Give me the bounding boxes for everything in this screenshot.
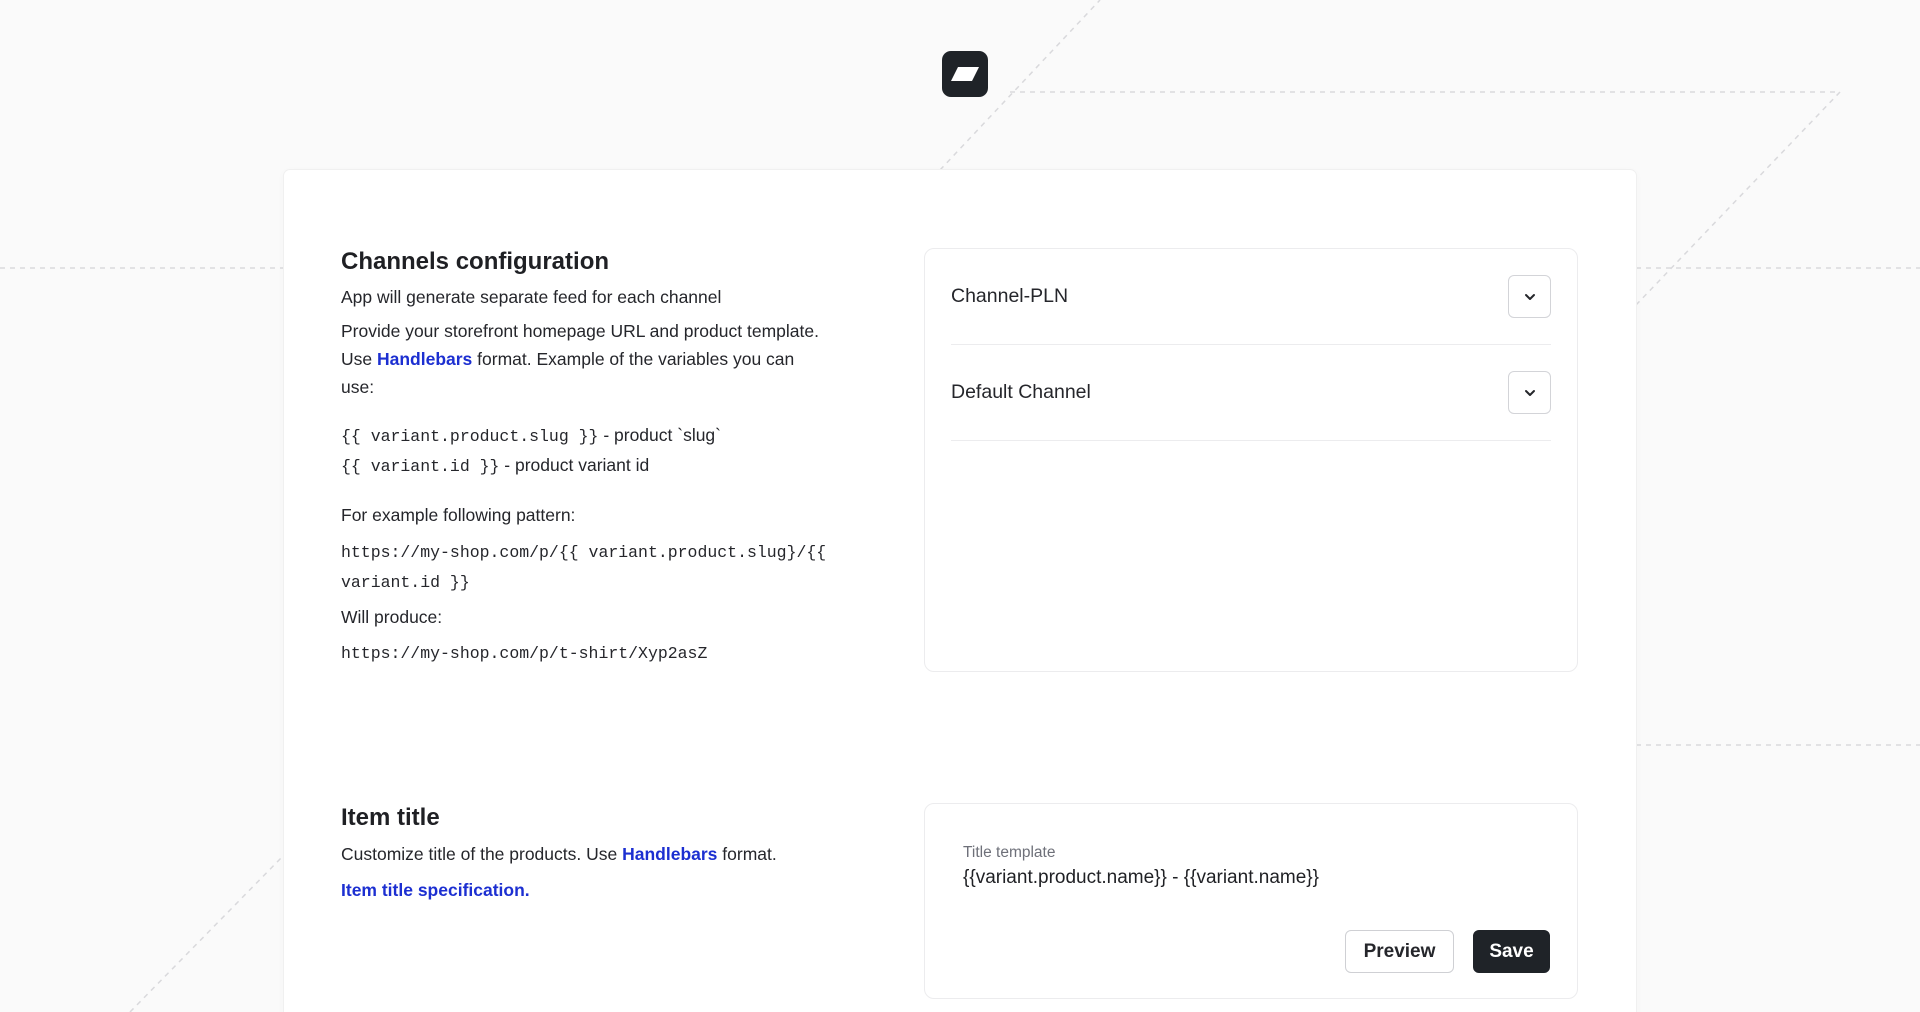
item-desc-before: Customize title of the products. Use (341, 844, 623, 864)
intro-line-1: Provide your storefront homepage URL and product template. (341, 321, 819, 341)
example-label: For example following pattern: (341, 505, 576, 525)
saleor-logo-icon (942, 51, 988, 97)
intro-use: Use (341, 349, 377, 369)
channels-section-title: Channels configuration (341, 248, 610, 275)
variable-code-id: {{ variant.id }} (341, 457, 500, 476)
channel-accordion-default[interactable] (951, 345, 1551, 441)
channels-description (341, 247, 871, 668)
item-title-section-title: Item title (341, 804, 440, 831)
title-template-panel (924, 803, 1578, 999)
handlebars-link[interactable]: Handlebars (622, 844, 718, 864)
variable-desc-slug: - product `slug` (598, 425, 721, 445)
intro-rest-2: use: (341, 377, 375, 397)
channels-subtitle: App will generate separate feed for each channel (341, 287, 722, 307)
item-title-description (341, 803, 871, 904)
title-template-input[interactable]: {{variant.product.name}} - {{variant.name}} (963, 867, 1319, 888)
save-button[interactable]: Save (1473, 930, 1550, 973)
item-title-desc (341, 840, 871, 868)
produce-label: Will produce: (341, 607, 443, 627)
configuration-card (284, 170, 1636, 1012)
example-result: https://my-shop.com/p/t-shirt/Xyp2asZ (341, 644, 708, 663)
title-template-label: Title template (963, 844, 1056, 861)
example-pattern (341, 537, 871, 597)
expand-channel-button[interactable] (1508, 371, 1551, 414)
channel-label: Channel-PLN (951, 285, 1069, 307)
expand-channel-button[interactable] (1508, 275, 1551, 318)
channel-label: Default Channel (951, 381, 1091, 403)
channels-panel (924, 248, 1578, 672)
variable-code-slug: {{ variant.product.slug }} (341, 427, 599, 446)
variable-desc-id: - product variant id (499, 455, 650, 475)
variable-examples (341, 421, 871, 481)
chevron-down-icon (1522, 385, 1538, 401)
chevron-down-icon (1522, 289, 1538, 305)
intro-rest-1: format. Example of the variables you can (472, 349, 795, 369)
item-desc-after: format. (717, 844, 777, 864)
item-title-spec-link[interactable]: Item title specification. (341, 880, 530, 900)
handlebars-link[interactable]: Handlebars (376, 349, 473, 369)
pattern-line-1: https://my-shop.com/p/{{ variant.product.slug}/{{ (341, 543, 827, 562)
pattern-line-2: variant.id }} (341, 573, 470, 592)
channel-accordion-pln[interactable] (951, 249, 1551, 345)
preview-button[interactable]: Preview (1345, 930, 1454, 973)
channels-intro (341, 317, 871, 401)
